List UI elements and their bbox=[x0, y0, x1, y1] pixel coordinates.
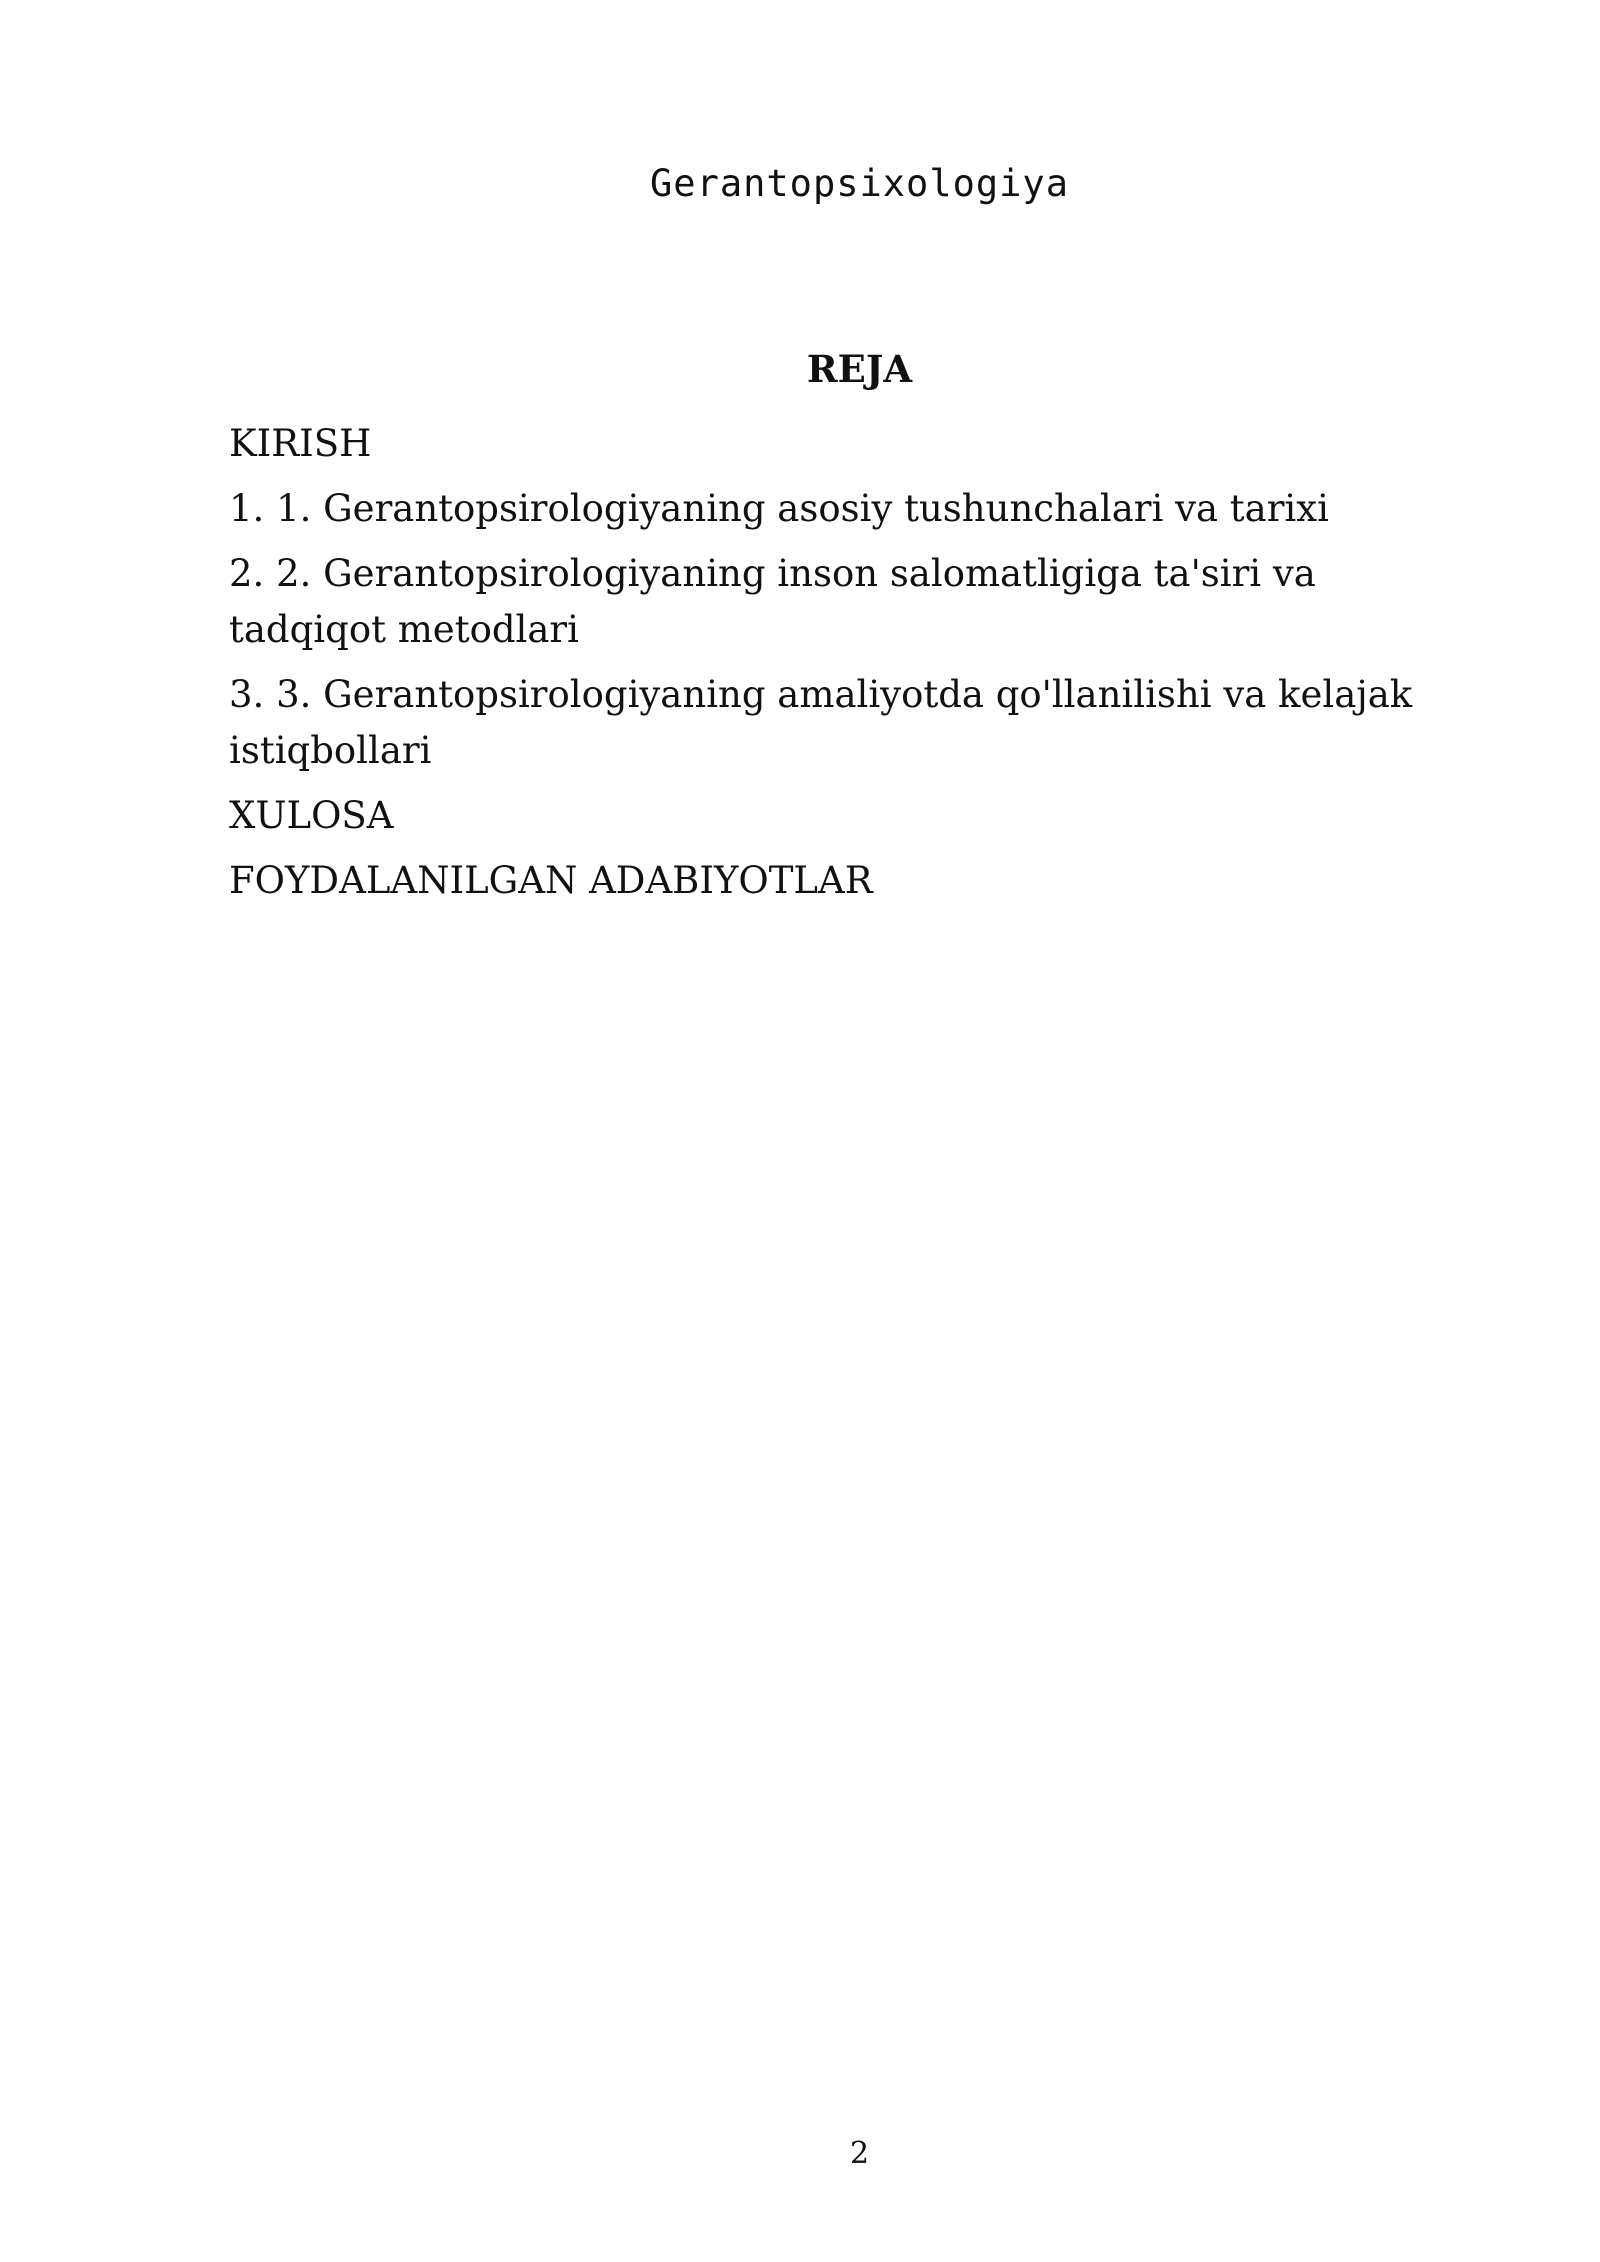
document-header-title: Gerantopsixologiya bbox=[650, 162, 1069, 205]
toc-item-introduction: KIRISH bbox=[229, 422, 372, 465]
toc-item-chapter-2: 2. 2. Gerantopsirologiyaning inson salomatligiga ta'siri va tadqiqot metodlari bbox=[229, 552, 1316, 651]
toc-item-conclusion: XULOSA bbox=[229, 794, 394, 837]
toc-item-chapter-3: 3. 3. Gerantopsirologiyaning amaliyotda qo'llanilishi va kelajak istiqbollari bbox=[229, 673, 1413, 772]
page-number: 2 bbox=[849, 2136, 870, 2171]
toc-item-chapter-1: 1. 1. Gerantopsirologiyaning asosiy tushunchalari va tarixi bbox=[229, 487, 1329, 530]
toc-item-references: FOYDALANILGAN ADABIYOTLAR bbox=[229, 859, 873, 902]
table-of-contents bbox=[229, 416, 1459, 918]
plan-heading: REJA bbox=[806, 347, 913, 391]
